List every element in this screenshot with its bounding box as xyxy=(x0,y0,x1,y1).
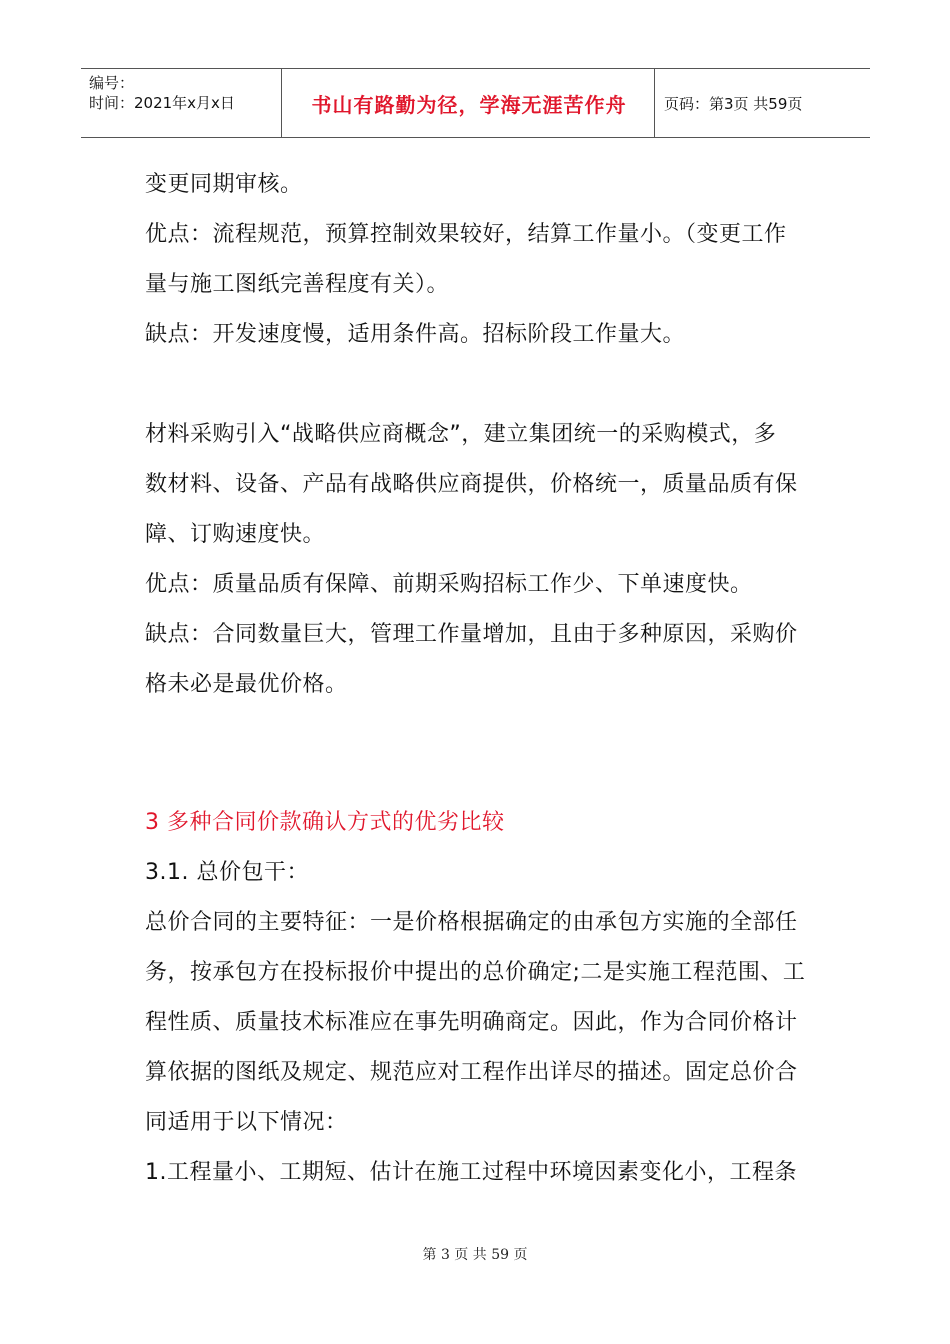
paragraph-gap xyxy=(145,710,815,798)
body-line: 总价合同的主要特征：一是价格根据确定的由承包方实施的全部任 xyxy=(145,910,798,935)
header-divider xyxy=(281,69,282,137)
body-line: 1.工程量小、工期短、估计在施工过程中环境因素变化小，工程条 xyxy=(145,1160,797,1185)
header-page-info: 页码：第3页 共59页 xyxy=(664,94,803,113)
header-meta xyxy=(89,73,235,113)
header-motto: 书山有路勤为径，学海无涯苦作舟 xyxy=(311,92,627,117)
document-body xyxy=(145,160,815,1198)
body-line: 数材料、设备、产品有战略供应商提供，价格统一，质量品质有保 xyxy=(145,472,798,497)
page-header xyxy=(81,68,870,138)
body-line: 程性质、质量技术标准应在事先明确商定。因此，作为合同价格计 xyxy=(145,1010,798,1035)
body-line: 格未必是最优价格。 xyxy=(145,672,348,697)
paragraph-gap xyxy=(145,360,815,410)
body-line: 优点：流程规范，预算控制效果较好，结算工作量小。（变更工作 xyxy=(145,222,787,247)
body-line: 算依据的图纸及规定、规范应对工程作出详尽的描述。固定总价合 xyxy=(145,1060,798,1085)
page-footer: 第 3 页 共 59 页 xyxy=(422,1247,528,1263)
section-heading: 3 多种合同价款确认方式的优劣比较 xyxy=(145,810,505,835)
body-line: 优点：质量品质有保障、前期采购招标工作少、下单速度快。 xyxy=(145,572,753,597)
document-number-label: 编号： xyxy=(89,74,135,92)
body-line: 材料采购引入“战略供应商概念”，建立集团统一的采购模式，多 xyxy=(145,422,777,447)
body-line: 量与施工图纸完善程度有关）。 xyxy=(145,272,450,297)
body-line: 同适用于以下情况： xyxy=(145,1110,348,1135)
body-line: 缺点：合同数量巨大，管理工作量增加，且由于多种原因，采购价 xyxy=(145,622,798,647)
body-line: 障、订购速度快。 xyxy=(145,522,326,547)
document-time-label: 时间：2021年x月x日 xyxy=(89,94,235,112)
body-line: 缺点：开发速度慢，适用条件高。招标阶段工作量大。 xyxy=(145,322,686,347)
header-divider xyxy=(654,69,655,137)
body-line: 务，按承包方在投标报价中提出的总价确定;二是实施工程范围、工 xyxy=(145,960,806,985)
subsection-heading: 3.1. 总价包干： xyxy=(145,860,309,885)
body-line: 变更同期审核。 xyxy=(145,172,303,197)
